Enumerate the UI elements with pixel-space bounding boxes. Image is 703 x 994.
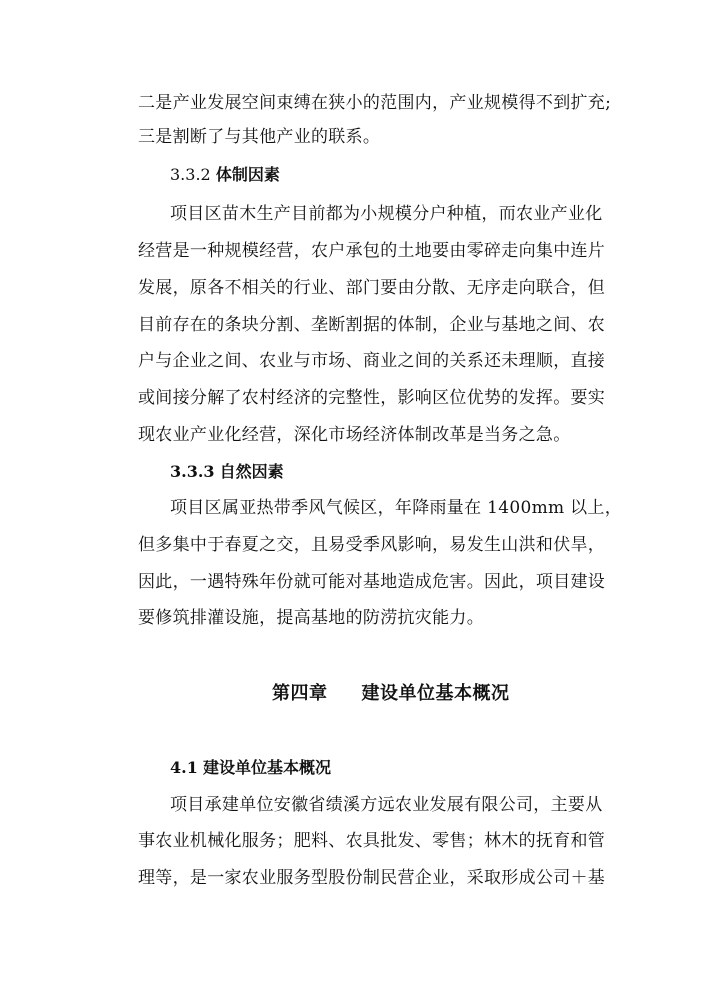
paragraph-line: 要修筑排灌设施，提高基地的防涝抗灾能力。 [138,608,484,628]
paragraph-line: 项目区苗木生产目前都为小规模分户种植，而农业产业化 [170,204,603,224]
paragraph-line: 发展，原各不相关的行业、部门要由分散、无序走向联合，但 [138,278,606,298]
paragraph-line: 户与企业之间、农业与市场、商业之间的关系还未理顺，直接 [138,351,606,371]
paragraph-line: 或间接分解了农村经济的完整性，影响区位优势的发挥。要实 [138,388,606,408]
section-title: 体制因素 [215,165,280,184]
paragraph-line: 事农业机械化服务；肥料、农具批发、零售；林木的抚育和管 [138,831,606,851]
paragraph-line: 项目承建单位安徽省绩溪方远农业发展有限公司，主要从 [170,795,603,815]
chapter-label: 第四章 [272,683,328,704]
section-number: 4.1 [170,758,198,777]
section-heading-3-3-2 [170,164,280,186]
paragraph-line: 经营是一种规模经营，农户承包的土地要由零碎走向集中连片 [138,241,606,261]
paragraph-line: 因此，一遇特殊年份就可能对基地造成危害。因此，项目建设 [138,572,606,592]
paragraph-line: 理等，是一家农业服务型股份制民营企业，采取形成公司＋基 [138,868,606,888]
paragraph-line: 三是割断了与其他产业的联系。 [138,127,381,147]
chapter-heading [272,682,510,706]
chapter-title: 建设单位基本概况 [361,683,510,704]
section-title: 自然因素 [219,462,284,481]
paragraph-line: 二是产业发展空间束缚在狭小的范围内，产业规模得不到扩充; [138,93,612,113]
paragraph-line: 目前存在的条块分割、垄断割据的体制，企业与基地之间、农 [138,315,606,335]
section-heading-4-1 [170,757,331,779]
section-number: 3.3.3 [170,462,215,481]
section-number: 3.3.2 [170,165,211,184]
section-title: 建设单位基本概况 [202,758,331,777]
section-heading-3-3-3 [170,461,284,483]
paragraph-line: 现农业产业化经营，深化市场经济体制改革是当务之急。 [138,425,571,445]
paragraph-line: 但多集中于春夏之交，且易受季风影响，易发生山洪和伏旱， [138,535,606,555]
paragraph-line: 项目区属亚热带季风气候区，年降雨量在 1400mm 以上， [170,498,623,518]
